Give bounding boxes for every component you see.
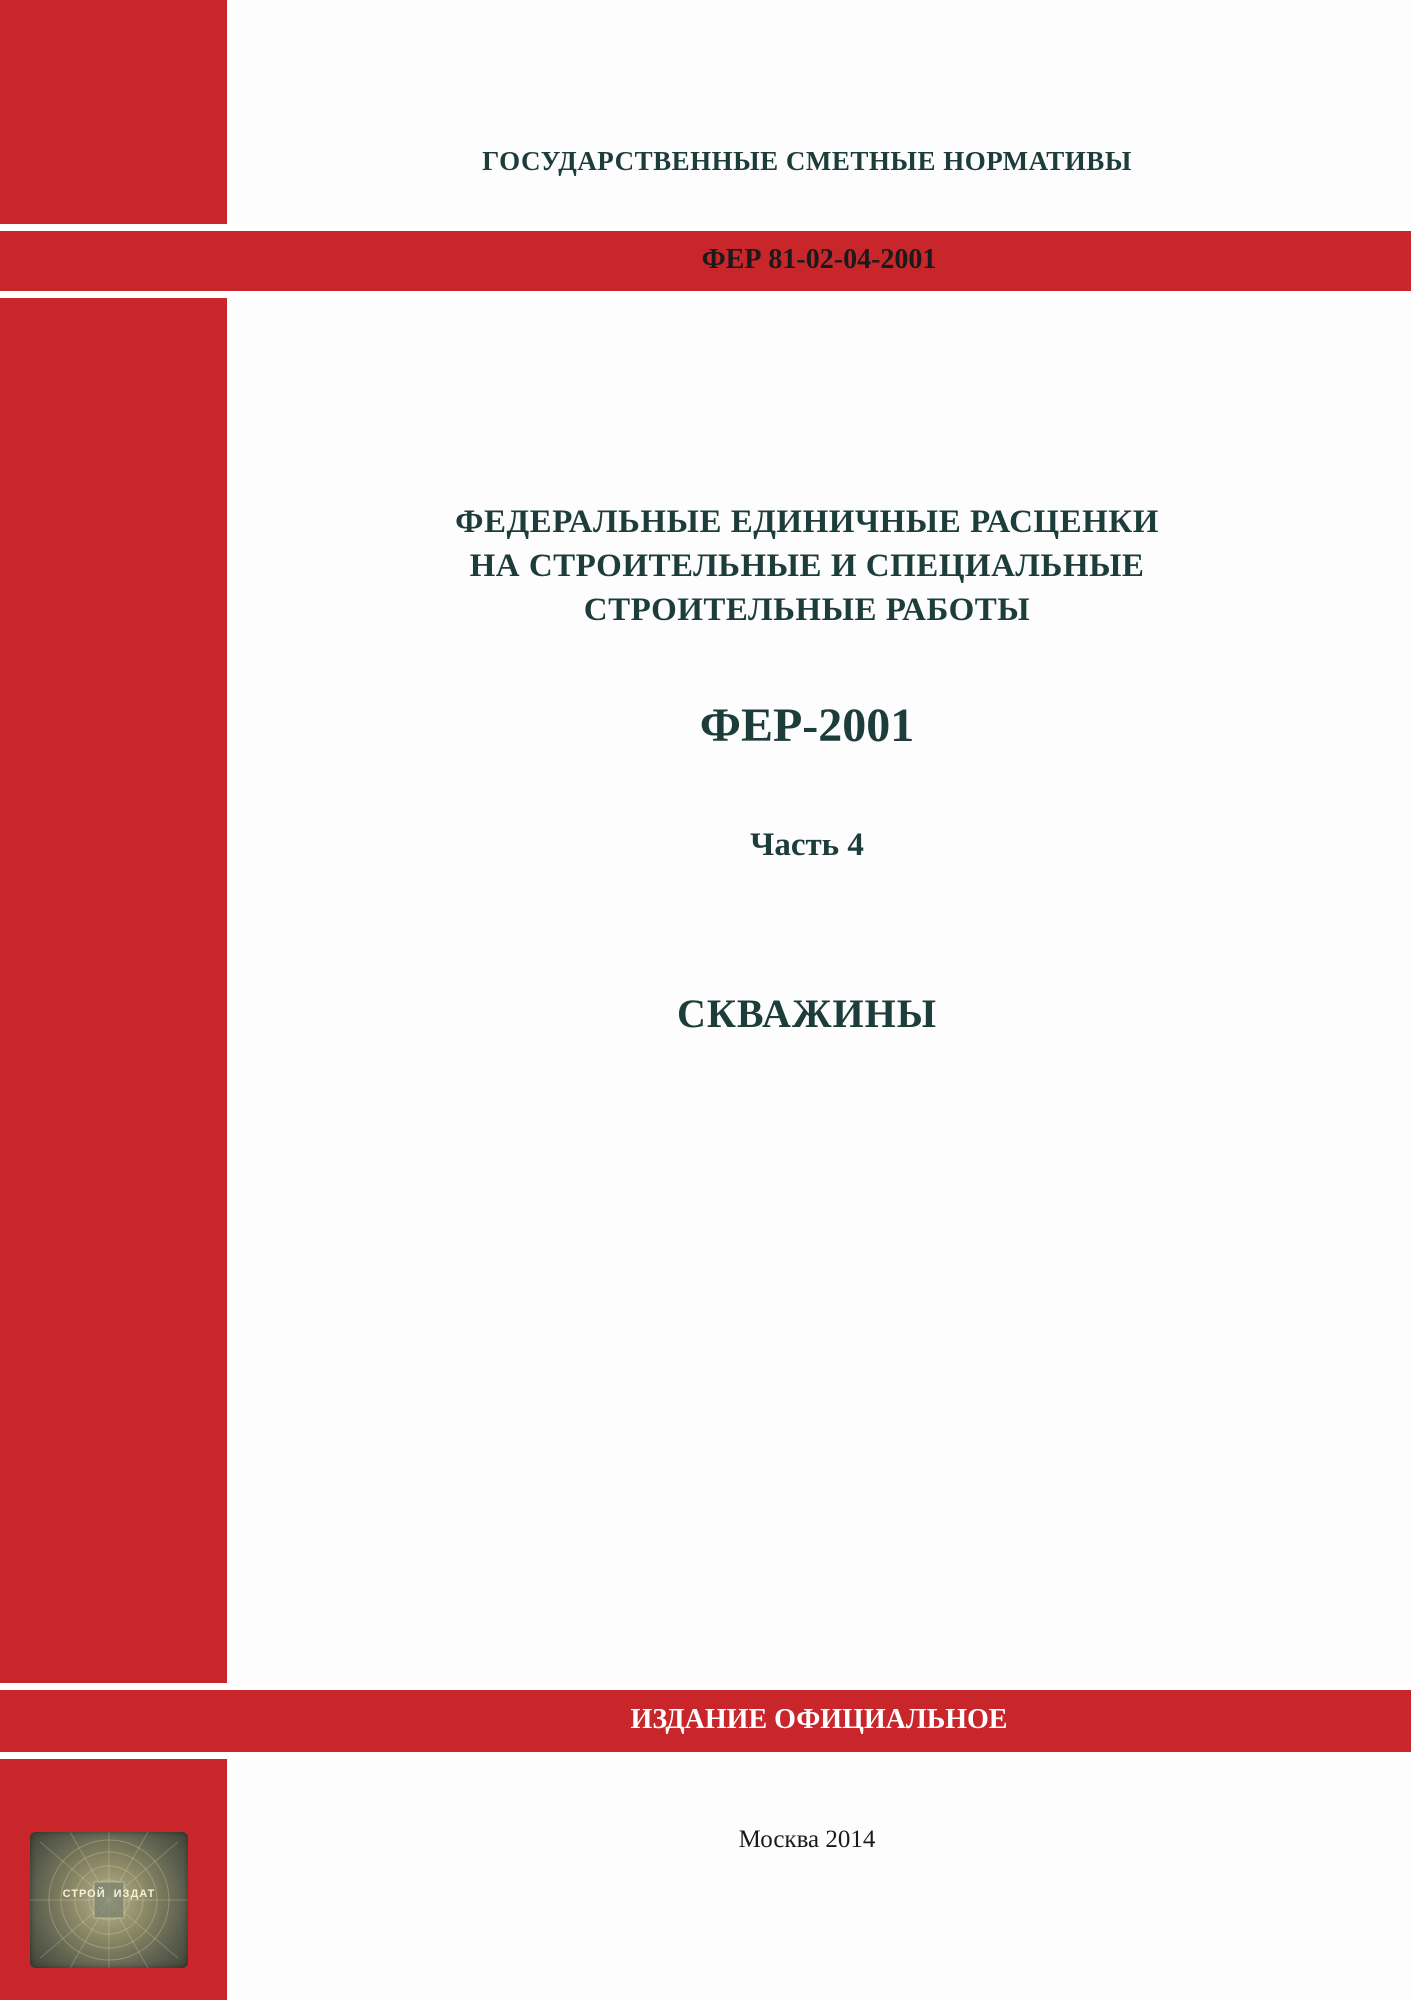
hologram-pattern <box>30 1832 188 1968</box>
divider-line <box>0 224 1411 231</box>
left-red-strip <box>0 0 227 2000</box>
subject-title: СКВАЖИНЫ <box>677 991 937 1036</box>
divider-line <box>0 1683 1411 1690</box>
part-label: Часть 4 <box>750 827 864 863</box>
hologram-right-text: ИЗДАТ <box>113 1888 156 1900</box>
divider-line <box>0 1752 1411 1759</box>
hologram-label <box>30 1888 188 1900</box>
main-title <box>227 500 1387 632</box>
divider-line <box>0 291 1411 298</box>
city-year: Москва 2014 <box>738 1826 876 1853</box>
hologram-left-text: СТРОЙ <box>62 1888 106 1900</box>
publisher-hologram-icon <box>30 1832 188 1968</box>
document-code: ФЕР 81-02-04-2001 <box>701 244 937 275</box>
main-title-line: ФЕДЕРАЛЬНЫЕ ЕДИНИЧНЫЕ РАСЦЕНКИ <box>455 504 1159 540</box>
edition-label: ИЗДАНИЕ ОФИЦИАЛЬНОЕ <box>630 1704 1008 1735</box>
abbreviation-title: ФЕР-2001 <box>699 699 915 752</box>
main-title-line: СТРОИТЕЛЬНЫЕ РАБОТЫ <box>583 592 1031 628</box>
series-title: ГОСУДАРСТВЕННЫЕ СМЕТНЫЕ НОРМАТИВЫ <box>482 146 1132 176</box>
main-title-line: НА СТРОИТЕЛЬНЫЕ И СПЕЦИАЛЬНЫЕ <box>469 548 1145 584</box>
